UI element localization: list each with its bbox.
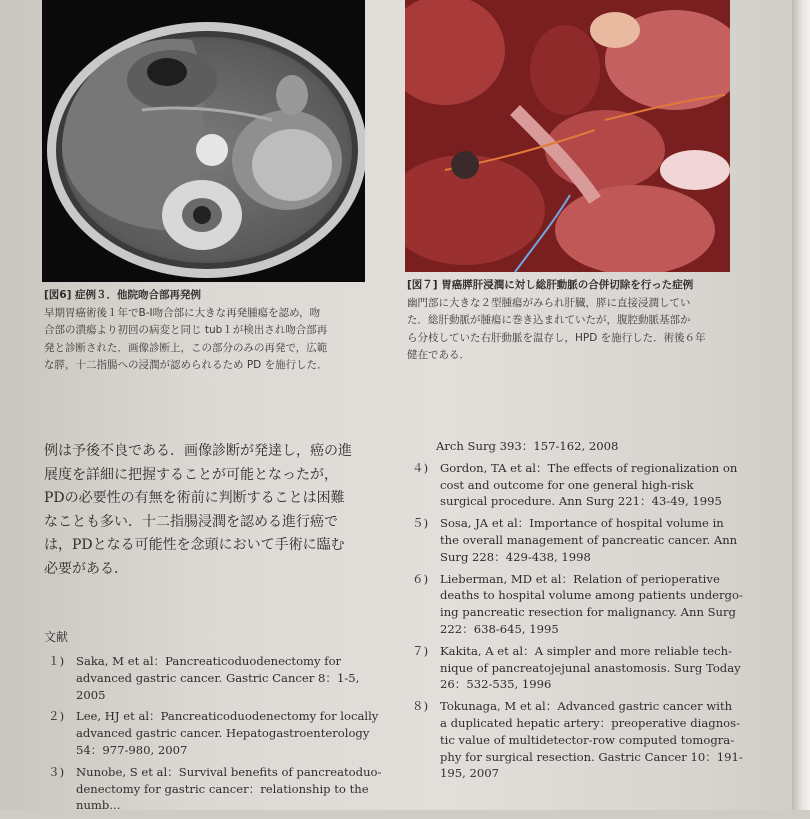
- figure7-caption-line: 幽門部に大きな２型腫瘍がみられ肝臓，膵に直接浸潤してい: [407, 296, 691, 309]
- reference-line: 222：638-645, 1995: [440, 621, 559, 636]
- reference-line: Gordon, TA et al：The effects of regionalization on: [440, 460, 738, 475]
- reference-line: phy for surgical resection. Gastric Cancer 10：191-: [440, 749, 743, 764]
- page-edge: [792, 0, 810, 810]
- reference-line: Kakita, A et al：A simpler and more reliable tech-: [440, 643, 733, 658]
- reference-line: Nunobe, S et al：Survival benefits of pancreatoduo-: [76, 764, 382, 779]
- reference-item: [408, 571, 746, 638]
- reference-line: Saka, M et al：Pancreaticoduodenectomy for: [76, 654, 342, 668]
- figure7-title: [図７] 胃癌膵肝浸潤に対し総肝動脈の合併切除を行った症例: [407, 279, 694, 291]
- figure6-title: [図6] 症例３．他院吻合部再発例: [44, 289, 202, 301]
- body-line: 展度を詳細に把握することが可能となったが，: [44, 466, 338, 483]
- reference-number: ６): [412, 571, 429, 586]
- reference-item: [44, 708, 384, 758]
- references-left: [44, 653, 384, 819]
- reference-line: denectomy for gastric cancer：relationship to the: [76, 781, 369, 796]
- body-line: は，PDとなる可能性を念頭において手術に臨む: [44, 537, 345, 553]
- reference-number: ５): [412, 516, 429, 531]
- body-line: PDの必要性の有無を術前に判断することは困難: [44, 490, 345, 506]
- reference-number: ８): [412, 699, 429, 714]
- reference-line: 54：977-980, 2007: [76, 742, 188, 757]
- figure7-caption-line: ら分枝していた右肝動脈を温存し，HPD を施行した．術後６年: [407, 331, 706, 344]
- figure6-caption-line: 早期胃癌術後１年でB-Ⅰ吻合部に大きな再発腫瘍を認め，吻: [44, 306, 321, 319]
- reference-number: ４): [412, 460, 429, 475]
- reference-line: 2005: [76, 687, 106, 702]
- figure6-caption-line: 発と診断された．画像診断上，この部分のみの再発で，広範: [44, 341, 328, 354]
- references-right: [408, 438, 746, 787]
- reference-line: Surg 228：429-438, 1998: [440, 549, 591, 564]
- reference-number: １): [48, 654, 65, 668]
- reference-line: cost and outcome for one general high-risk: [440, 477, 694, 492]
- figure6-caption: [44, 287, 374, 375]
- reference-item: [44, 653, 384, 703]
- reference-line: Lieberman, MD et al：Relation of perioperative: [440, 571, 720, 586]
- figure6-caption-line: 合部の潰瘍より初回の病変と同じ tub１が検出され吻合部再: [44, 324, 328, 336]
- surgical-photo-drawing: [405, 0, 730, 272]
- body-paragraph: [44, 440, 374, 581]
- reference-number: ７): [412, 643, 429, 658]
- reference-line: deaths to hospital volume among patients undergo-: [440, 588, 743, 603]
- body-line: なことも多い．十二指腸浸潤を認める進行癌で: [44, 513, 338, 530]
- surgical-photo: [405, 0, 730, 272]
- reference-line: ing pancreatic resection for malignancy. Ann Surg: [440, 605, 736, 620]
- reference-line: 26：532-535, 1996: [440, 677, 552, 692]
- ct-scan-drawing: [42, 0, 365, 282]
- references-heading: 文献: [44, 630, 69, 644]
- reference-item: [408, 643, 746, 693]
- reference-item: [408, 515, 746, 565]
- reference-item: [44, 764, 384, 814]
- figure7-caption-line: た．総肝動脈が腫瘍に巻き込まれていたが，腹腔動脈基部か: [407, 314, 691, 326]
- reference-item: [408, 698, 746, 782]
- reference-number: ３): [48, 764, 65, 779]
- reference-line: 195, 2007: [440, 766, 500, 781]
- body-line: 必要がある．: [44, 560, 128, 577]
- reference-line: Lee, HJ et al：Pancreaticoduodenectomy for locally: [76, 709, 379, 724]
- reference-line: the overall management of pancreatic cancer. Ann: [440, 532, 738, 547]
- reference-line: a duplicated hepatic artery：preoperative diagnos-: [440, 715, 741, 730]
- reference-line: nique of pancreatojejunal anastomosis. Surg Today: [440, 660, 741, 675]
- figure7-caption: [407, 277, 747, 365]
- ct-scan-image: [42, 0, 365, 282]
- reference-line: advanced gastric cancer. Gastric Cancer 8：1-5,: [76, 670, 360, 685]
- body-line: 例は予後不良である．画像診断が発達し，癌の進: [44, 443, 352, 459]
- figure7-caption-line: 健在である．: [407, 349, 470, 361]
- reference-line: advanced gastric cancer. Hepatogastroenterology: [76, 726, 370, 741]
- reference-line: tic value of multidetector-row computed tomogra-: [440, 732, 735, 747]
- reference-item: [408, 460, 746, 510]
- reference-line: Tokunaga, M et al：Advanced gastric cancer with: [440, 699, 733, 714]
- figure6-caption-line: な膵，十二指腸への浸潤が認められるため PD を施行した．: [44, 359, 328, 371]
- reference-line: Sosa, JA et al：Importance of hospital volume in: [440, 516, 724, 531]
- reference-continuation: Arch Surg 393：157-162, 2008: [436, 439, 619, 453]
- reference-line: surgical procedure. Ann Surg 221：43-49, 1995: [440, 494, 722, 509]
- reference-line: numb...: [76, 798, 121, 813]
- reference-number: ２): [48, 709, 65, 724]
